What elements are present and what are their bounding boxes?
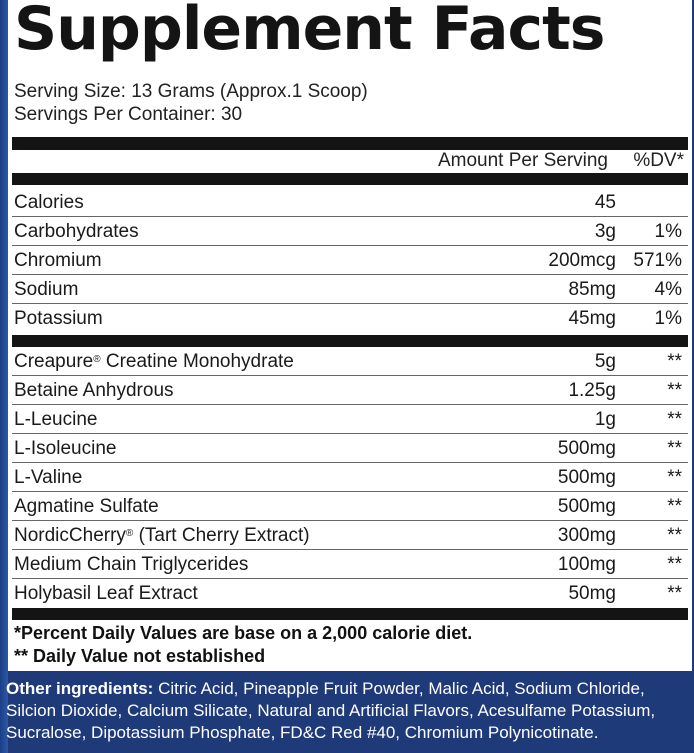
- row-divider: [12, 462, 688, 463]
- registered-mark: ®: [125, 528, 134, 539]
- row-divider: [12, 303, 688, 304]
- nutrient-name-suffix: Creatine Monohydrate: [100, 351, 294, 372]
- table-row: [12, 305, 688, 333]
- other-ingredients: [6, 678, 690, 744]
- dv-value: 571%: [633, 250, 682, 271]
- dv-value: **: [667, 583, 682, 604]
- table-row: [12, 522, 688, 550]
- nutrient-name-suffix: (Tart Cherry Extract): [133, 525, 310, 546]
- nutrient-name: [14, 250, 102, 272]
- table-row: [12, 189, 688, 217]
- nutrient-name-text: L-Isoleucine: [14, 438, 117, 459]
- nutrient-name: [14, 380, 174, 402]
- footnote-not-established: ** Daily Value not established: [14, 646, 266, 666]
- footnote-percent-dv: *Percent Daily Values are base on a 2,000 calorie diet.: [14, 623, 473, 643]
- dv-value: 4%: [654, 279, 682, 300]
- nutrient-name: [14, 279, 78, 301]
- table-row: [12, 464, 688, 492]
- nutrient-name-text: Betaine Anhydrous: [14, 380, 174, 401]
- nutrient-name-text: Medium Chain Triglycerides: [14, 554, 249, 575]
- amount-value: 100mg: [557, 554, 616, 575]
- nutrient-name-text: Sodium: [14, 279, 79, 300]
- amount-per-serving-header: Amount Per Serving: [437, 150, 608, 171]
- nutrient-name-text: Calories: [14, 192, 84, 213]
- nutrient-name-text: Chromium: [14, 250, 102, 271]
- row-divider: [12, 520, 688, 521]
- other-ingredients-label: Other ingredients:: [6, 679, 154, 698]
- dv-value: **: [667, 438, 682, 459]
- dv-value: **: [667, 409, 682, 430]
- table-row: [12, 377, 688, 405]
- dv-value: 1%: [654, 308, 682, 329]
- amount-value: 3g: [594, 221, 616, 242]
- nutrient-name: [14, 192, 84, 214]
- servings-per-container: Servings Per Container: 30: [14, 104, 243, 125]
- nutrient-name: [14, 221, 139, 243]
- row-divider: [12, 491, 688, 492]
- nutrient-name-text: L-Valine: [14, 467, 83, 488]
- amount-value: 300mg: [557, 525, 616, 546]
- table-row: [12, 348, 688, 376]
- bottom-thick-rule: [12, 608, 688, 620]
- row-divider: [12, 404, 688, 405]
- amount-value: 500mg: [557, 467, 616, 488]
- nutrient-name: [14, 496, 159, 518]
- nutrient-name: [14, 525, 310, 547]
- dv-value: **: [667, 351, 682, 372]
- table-row: [12, 218, 688, 246]
- dv-value: **: [667, 467, 682, 488]
- nutrient-name: [14, 438, 116, 460]
- table-row: [12, 493, 688, 521]
- supplement-facts-panel: [8, 0, 692, 671]
- nutrient-name: [14, 554, 248, 576]
- table-row: [12, 276, 688, 304]
- left-edge-decoration: [0, 0, 8, 753]
- amount-value: 5g: [594, 351, 616, 372]
- nutrient-name: [14, 409, 97, 431]
- row-divider: [12, 216, 688, 217]
- nutrient-name-text: Agmatine Sulfate: [14, 496, 159, 517]
- row-divider: [12, 245, 688, 246]
- amount-value: 1g: [594, 409, 616, 430]
- table-row: [12, 406, 688, 434]
- amount-value: 500mg: [557, 496, 616, 517]
- table-row: [12, 580, 688, 608]
- dv-value: 1%: [654, 221, 682, 242]
- nutrient-name-text: Carbohydrates: [14, 221, 139, 242]
- top-thick-rule: [12, 137, 688, 150]
- row-divider: [12, 375, 688, 376]
- header-thick-rule: [12, 173, 688, 185]
- amount-value: 200mcg: [548, 250, 616, 271]
- nutrient-name-text: L-Leucine: [14, 409, 98, 430]
- nutrient-name-text: Holybasil Leaf Extract: [14, 583, 198, 604]
- amount-value: 85mg: [568, 279, 616, 300]
- table-row: [12, 247, 688, 275]
- dv-value: **: [667, 554, 682, 575]
- panel-title: Supplement Facts: [14, 0, 605, 64]
- dv-value: **: [667, 380, 682, 401]
- amount-value: 50mg: [568, 583, 616, 604]
- row-divider: [12, 274, 688, 275]
- nutrient-name: [14, 308, 103, 330]
- amount-value: 45: [594, 192, 616, 213]
- nutrient-name-text: Potassium: [14, 308, 103, 329]
- nutrient-name: [14, 583, 198, 605]
- amount-value: 1.25g: [568, 380, 616, 401]
- row-divider: [12, 549, 688, 550]
- nutrient-name: [14, 351, 294, 373]
- registered-mark: ®: [93, 354, 101, 365]
- table-row: [12, 551, 688, 579]
- row-divider: [12, 578, 688, 579]
- table-row: [12, 435, 688, 463]
- middle-thick-rule: [12, 335, 688, 347]
- dv-header: %DV*: [633, 150, 684, 171]
- nutrient-name-text: NordicCherry: [14, 525, 126, 546]
- other-ingredients-text: Citric Acid, Pineapple Fruit Powder, Malic Acid, Sodium Chloride, Silcion Dioxide, Calcium Silicate, Natural and Artificial Flavors, Acesulfame Potassium, Sucralose, Dipotassium Phosphate, FD&C Red #40, Chromium Polynicotinate.: [6, 679, 656, 742]
- row-divider: [12, 433, 688, 434]
- dv-value: **: [667, 496, 682, 517]
- serving-size: Serving Size: 13 Grams (Approx.1 Scoop): [14, 81, 368, 102]
- dv-value: **: [667, 525, 682, 546]
- amount-value: 500mg: [557, 438, 616, 459]
- amount-value: 45mg: [568, 308, 616, 329]
- nutrient-name-text: Creapure: [14, 351, 94, 372]
- nutrient-name: [14, 467, 82, 489]
